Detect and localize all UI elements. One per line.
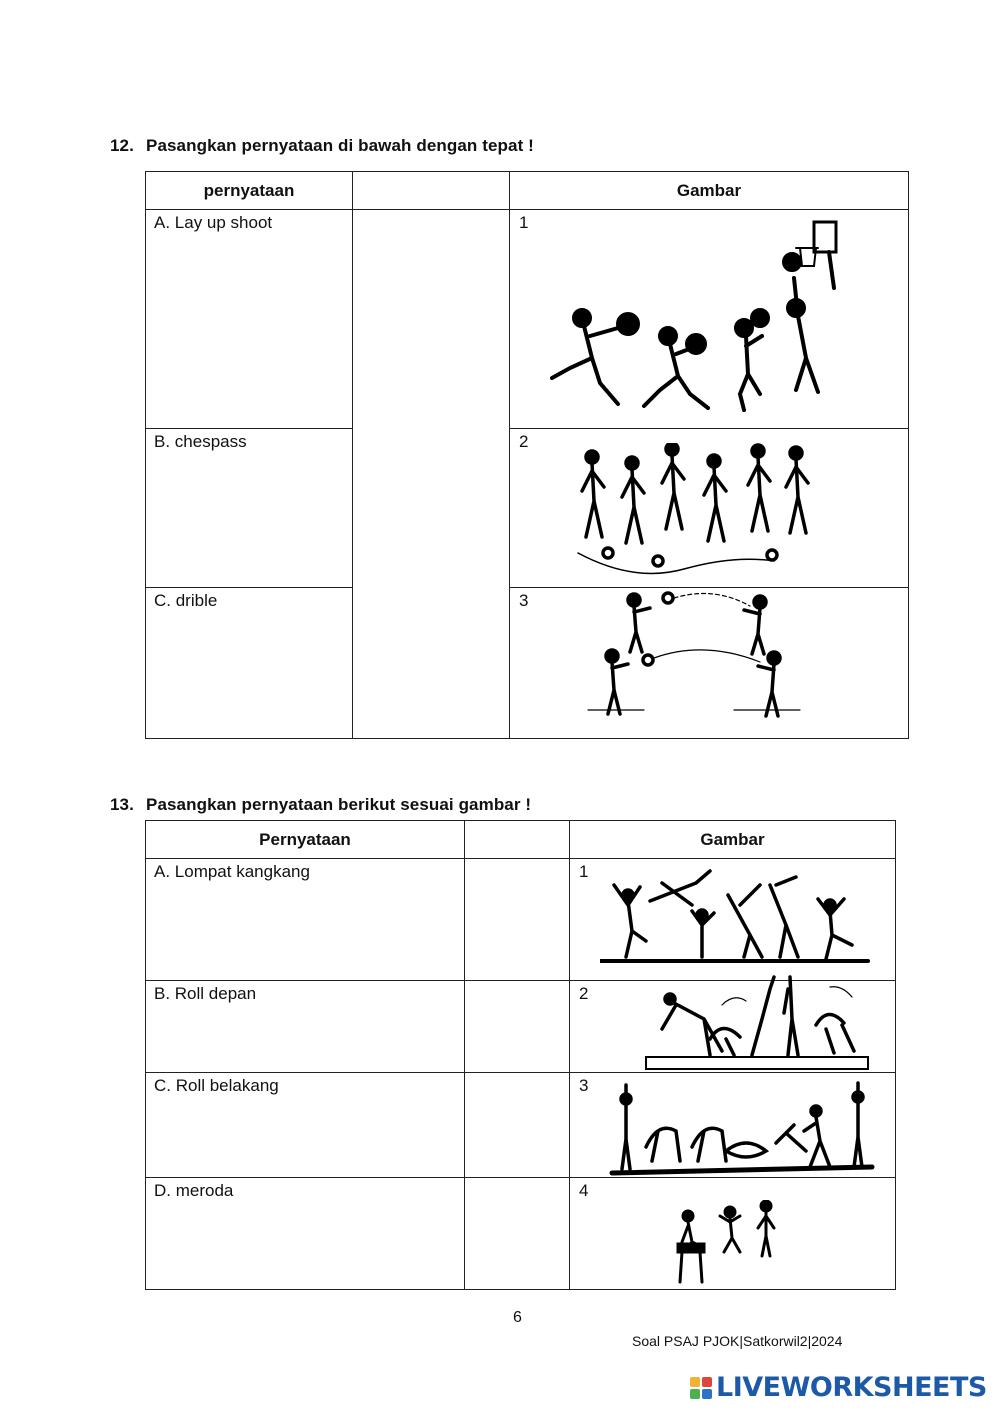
statement-a: A. Lompat kangkang	[146, 859, 465, 981]
backward-roll-illustration	[606, 1081, 878, 1177]
answer-drop-zone-a[interactable]	[465, 859, 570, 981]
image-number: 1	[519, 213, 529, 232]
answer-drop-zone[interactable]	[353, 210, 510, 739]
image-number: 3	[519, 591, 529, 610]
statement-b: B. Roll depan	[146, 981, 465, 1073]
header-image: Gambar	[570, 821, 896, 859]
liveworksheets-logo-icon	[690, 1377, 712, 1399]
header-statement: Pernyataan	[146, 821, 465, 859]
question-number: 12.	[110, 136, 134, 155]
statement-c: C. Roll belakang	[146, 1073, 465, 1178]
image-number: 2	[579, 984, 589, 1003]
image-cell-2	[570, 981, 896, 1073]
image-cell-3	[570, 1073, 896, 1178]
answer-drop-zone-b[interactable]	[465, 981, 570, 1073]
header-answer	[353, 172, 510, 210]
vault-jump-illustration	[674, 1200, 784, 1284]
chest-pass-illustration	[584, 590, 804, 734]
statement-d: D. meroda	[146, 1178, 465, 1290]
image-cell-4	[570, 1178, 896, 1290]
image-cell-2	[510, 429, 909, 588]
question-text: Pasangkan pernyataan di bawah dengan tepat !	[146, 136, 534, 155]
header-statement: pernyataan	[146, 172, 353, 210]
cartwheel-illustration	[600, 865, 870, 965]
footer-text: Soal PSAJ PJOK|Satkorwil2|2024	[632, 1333, 843, 1349]
image-cell-3	[510, 588, 909, 739]
forward-roll-illustration	[630, 969, 880, 1073]
header-answer	[465, 821, 570, 859]
question-number: 13.	[110, 795, 134, 814]
matching-table-12	[145, 171, 909, 739]
layup-shoot-illustration	[534, 218, 874, 422]
image-cell-1	[510, 210, 909, 429]
question-text: Pasangkan pernyataan berikut sesuai gambar !	[146, 795, 532, 814]
image-number: 3	[579, 1076, 589, 1095]
statement-b: B. chespass	[146, 429, 353, 588]
statement-c: C. drible	[146, 588, 353, 739]
page-number: 6	[513, 1309, 522, 1326]
image-cell-1	[570, 859, 896, 981]
image-number: 4	[579, 1181, 589, 1200]
answer-drop-zone-d[interactable]	[465, 1178, 570, 1290]
answer-drop-zone-c[interactable]	[465, 1073, 570, 1178]
dribble-illustration	[574, 443, 824, 585]
question-12-title	[110, 136, 534, 156]
statement-a: A. Lay up shoot	[146, 210, 353, 429]
header-image: Gambar	[510, 172, 909, 210]
brand-wordmark: LIVEWORKSHEETS	[716, 1372, 987, 1403]
image-number: 2	[519, 432, 529, 451]
matching-table-13	[145, 820, 896, 1290]
liveworksheets-brand	[690, 1372, 987, 1403]
question-13-title	[110, 795, 531, 815]
image-number: 1	[579, 862, 589, 881]
